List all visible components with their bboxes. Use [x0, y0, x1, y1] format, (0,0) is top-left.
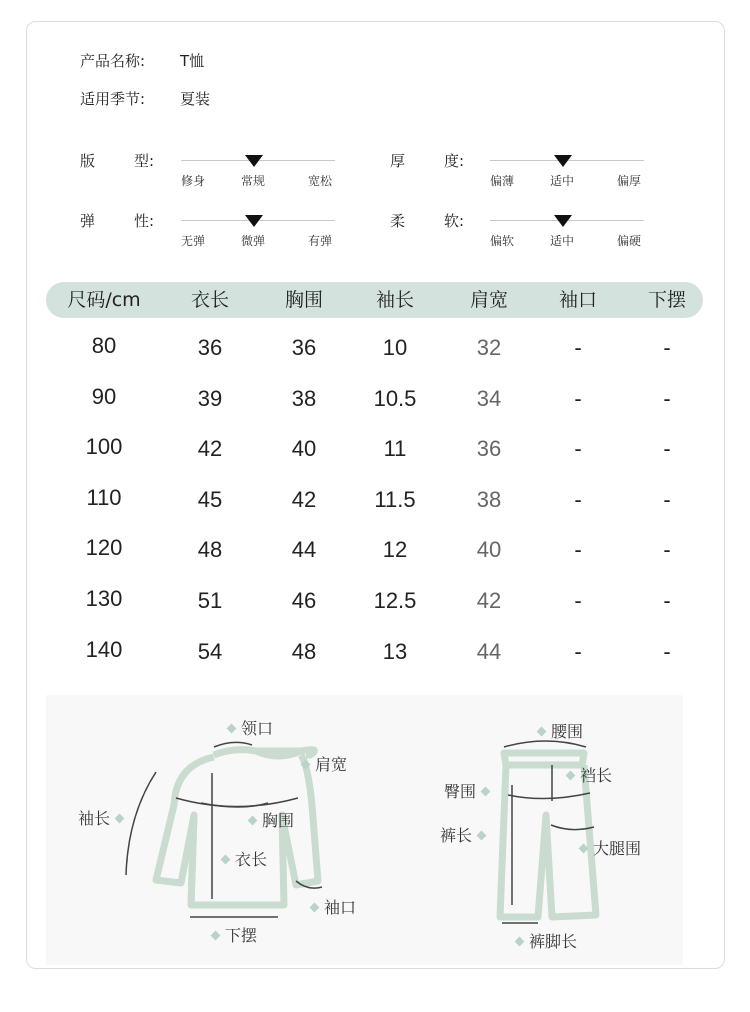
scale-option: 适中 [550, 174, 575, 188]
table-cell: 48 [291, 638, 317, 664]
label-length: 衣长 [216, 847, 267, 870]
table-cell: 34 [476, 385, 502, 411]
table-cell: 38 [476, 486, 502, 512]
table-cell: 10 [382, 335, 408, 360]
label-cuff: 袖口 [305, 895, 356, 918]
attribute-scale [490, 152, 644, 192]
scale-option: 常规 [241, 174, 266, 188]
attribute-label: 弹 性: [80, 212, 155, 230]
diamond-marker-icon [566, 771, 576, 781]
table-cell: 80 [91, 333, 117, 358]
table-cell: 42 [197, 436, 223, 462]
table-cell: 12 [382, 537, 408, 563]
table-cell: 38 [291, 385, 317, 411]
attribute-label: 柔 软: [390, 212, 465, 230]
diamond-marker-icon [248, 816, 258, 826]
attribute-scale [490, 212, 644, 252]
scale-option: 偏厚 [617, 174, 642, 188]
table-cell: 10.5 [373, 385, 417, 411]
selected-marker-icon [554, 155, 572, 167]
label-sleeve: 袖长 [78, 806, 129, 829]
diamond-marker-icon [227, 724, 237, 734]
table-header-cell: 衣长 [190, 289, 230, 311]
table-cell: 110 [86, 484, 122, 510]
label-waist: 腰围 [532, 719, 583, 742]
table-cell: - [574, 486, 582, 512]
scale-option: 偏硬 [617, 234, 642, 248]
attribute-scale [181, 152, 335, 192]
label-leg-opening: 裤脚长 [510, 929, 577, 952]
table-cell: 140 [85, 636, 123, 662]
label-pants-length: 裤长 [440, 823, 491, 846]
scale-option: 修身 [181, 174, 206, 188]
table-cell: 39 [197, 385, 223, 411]
scale-option: 微弹 [241, 234, 266, 248]
table-cell: 90 [91, 383, 117, 409]
table-header-cell: 袖长 [375, 289, 415, 311]
diamond-marker-icon [515, 937, 525, 947]
scale-option: 有弹 [308, 234, 333, 248]
table-cell: 12.5 [373, 588, 417, 613]
diamond-marker-icon [477, 831, 487, 841]
table-cell: 32 [476, 335, 502, 360]
table-cell: 51 [197, 588, 223, 613]
selected-marker-icon [554, 215, 572, 227]
table-cell: 46 [291, 588, 317, 613]
season-label: 适用季节: [80, 90, 146, 108]
table-cell: 36 [197, 335, 223, 360]
table-cell: - [574, 335, 582, 360]
table-cell: - [663, 385, 671, 411]
table-cell: 48 [197, 537, 223, 563]
label-thigh: 大腿围 [574, 836, 641, 859]
table-cell: - [574, 385, 582, 411]
scale-option: 偏薄 [490, 174, 515, 188]
diamond-marker-icon [115, 814, 125, 824]
table-cell: 44 [476, 638, 502, 664]
label-collar: 领口 [222, 716, 273, 739]
table-cell: 42 [476, 588, 502, 613]
table-cell: 130 [85, 586, 123, 611]
label-hip: 臀围 [444, 779, 495, 802]
table-cell: 42 [291, 486, 317, 512]
diamond-marker-icon [301, 760, 311, 770]
scale-option: 适中 [550, 234, 575, 248]
table-cell: - [574, 638, 582, 664]
diamond-marker-icon [221, 855, 231, 865]
table-cell: 11.5 [374, 486, 416, 512]
table-cell: - [663, 486, 671, 512]
label-rise: 裆长 [561, 763, 612, 786]
table-cell: 44 [291, 537, 317, 563]
table-cell: 120 [85, 535, 123, 561]
table-cell: 36 [476, 436, 502, 462]
table-header-cell: 肩宽 [469, 289, 509, 311]
attribute-label: 版 型: [80, 152, 155, 170]
table-cell: 54 [197, 638, 223, 664]
label-shoulder: 肩宽 [296, 752, 347, 775]
table-cell: 13 [382, 638, 408, 664]
table-cell: - [663, 588, 671, 613]
selected-marker-icon [245, 215, 263, 227]
diamond-marker-icon [579, 844, 589, 854]
table-cell: 100 [85, 434, 123, 460]
table-header-cell: 胸围 [284, 289, 324, 311]
table-cell: - [574, 588, 582, 613]
season-row [80, 88, 210, 109]
table-cell: - [574, 537, 582, 563]
scale-option: 偏软 [490, 234, 515, 248]
season-value: 夏装 [180, 90, 211, 108]
table-cell: - [663, 638, 671, 664]
diamond-marker-icon [537, 727, 547, 737]
label-hem: 下摆 [206, 923, 257, 946]
table-cell: 45 [197, 486, 223, 512]
table-cell: - [663, 335, 671, 360]
table-header-cell: 尺码/cm [67, 289, 141, 311]
product-name-label: 产品名称: [80, 52, 146, 70]
measurement-diagram [46, 695, 683, 965]
table-cell: 40 [476, 537, 502, 563]
table-cell: 11 [383, 436, 407, 462]
scale-option: 宽松 [308, 174, 333, 188]
table-cell: - [663, 436, 671, 462]
attribute-scale [181, 212, 335, 252]
label-chest: 胸围 [243, 808, 294, 831]
scale-option: 无弹 [181, 234, 206, 248]
table-cell: - [574, 436, 582, 462]
diamond-marker-icon [481, 787, 491, 797]
attribute-label: 厚 度: [390, 152, 465, 170]
product-name-value: T恤 [180, 52, 205, 70]
table-header-cell: 下摆 [647, 289, 687, 311]
table-cell: 40 [291, 436, 317, 462]
diamond-marker-icon [310, 903, 320, 913]
selected-marker-icon [245, 155, 263, 167]
size-table-header [46, 282, 703, 318]
table-header-cell: 袖口 [558, 289, 598, 311]
diamond-marker-icon [211, 931, 221, 941]
garment-illustration [46, 695, 683, 965]
table-cell: 36 [291, 335, 317, 360]
table-cell: - [663, 537, 671, 563]
product-name-row [80, 50, 204, 71]
